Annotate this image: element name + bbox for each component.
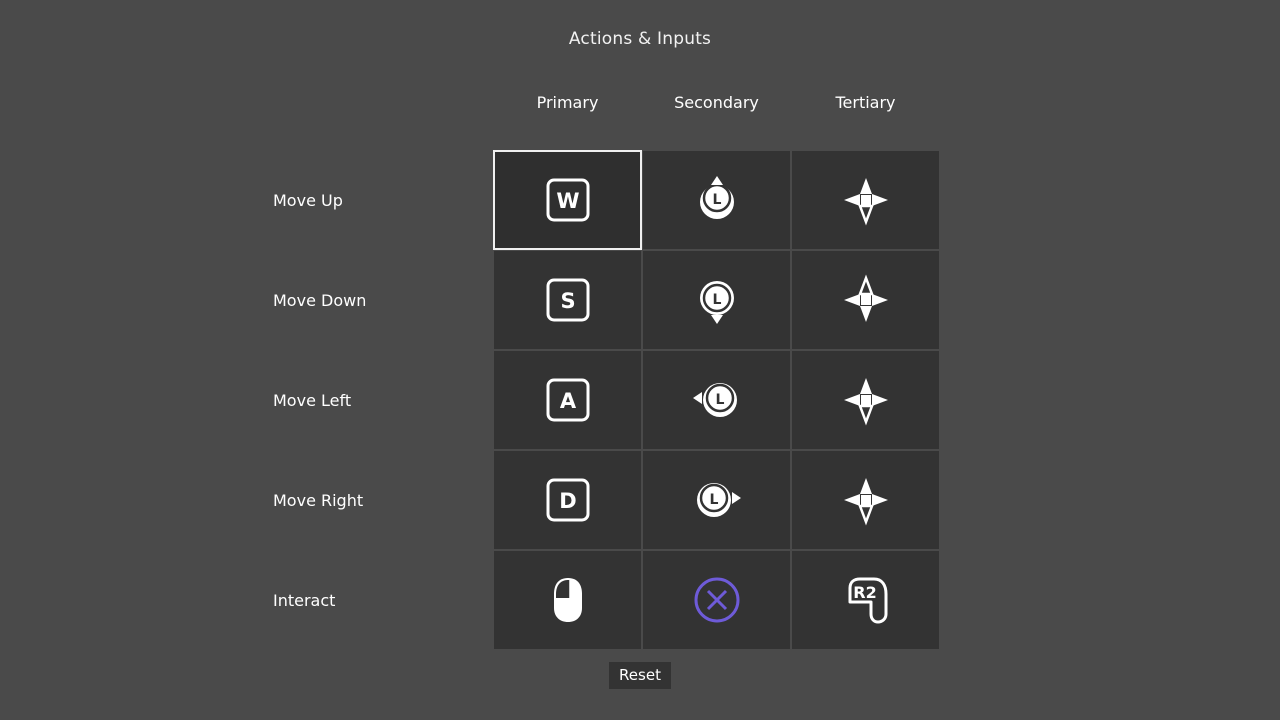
binding-cell-interact-secondary[interactable] — [642, 550, 791, 650]
key-cap-label: W — [555, 189, 580, 213]
binding-row — [273, 350, 940, 450]
keyboard-key-w-icon — [540, 172, 596, 228]
gamepad-dpad-down-icon — [838, 272, 894, 328]
gamepad-dpad-right-icon — [838, 472, 894, 528]
trigger-label: R2 — [852, 583, 877, 602]
gamepad-left-stick-up-icon — [689, 172, 745, 228]
binding-cell-move-left-primary[interactable] — [493, 350, 642, 450]
playstation-cross-button-icon — [689, 572, 745, 628]
binding-row — [273, 450, 940, 550]
column-header-primary: Primary — [536, 93, 599, 112]
gamepad-r2-trigger-icon — [838, 572, 894, 628]
keyboard-key-d-icon — [540, 472, 596, 528]
page-title: Actions & Inputs — [568, 29, 712, 49]
stick-letter-label: L — [715, 392, 724, 408]
key-cap-label: D — [558, 489, 577, 513]
binding-cell-move-up-secondary[interactable] — [642, 150, 791, 250]
bindings-grid — [273, 150, 940, 650]
action-label-move-down: Move Down — [273, 290, 367, 310]
mouse-left-button-icon — [540, 572, 596, 628]
binding-cell-interact-tertiary[interactable] — [791, 550, 940, 650]
stick-letter-label: L — [712, 292, 721, 308]
binding-cell-move-right-secondary[interactable] — [642, 450, 791, 550]
key-cap-label: S — [559, 289, 576, 313]
action-label-move-right: Move Right — [273, 490, 364, 510]
key-cap-label: A — [559, 389, 576, 413]
action-label-move-up: Move Up — [273, 190, 343, 210]
binding-cell-move-left-secondary[interactable] — [642, 350, 791, 450]
reset-button[interactable]: Reset — [609, 662, 671, 689]
binding-cell-interact-primary[interactable] — [493, 550, 642, 650]
action-label-interact: Interact — [273, 590, 336, 610]
gamepad-left-stick-down-icon — [689, 272, 745, 328]
column-header-secondary: Secondary — [674, 93, 759, 112]
column-headers — [493, 93, 940, 117]
binding-cell-move-left-tertiary[interactable] — [791, 350, 940, 450]
binding-cell-move-down-tertiary[interactable] — [791, 250, 940, 350]
footer-actions — [0, 662, 1280, 689]
stick-letter-label: L — [712, 192, 721, 208]
binding-row — [273, 550, 940, 650]
binding-row — [273, 250, 940, 350]
binding-row — [273, 150, 940, 250]
binding-cell-move-down-primary[interactable] — [493, 250, 642, 350]
gamepad-dpad-up-icon — [838, 172, 894, 228]
action-label-move-left: Move Left — [273, 390, 352, 410]
gamepad-left-stick-left-icon — [689, 372, 745, 428]
binding-cell-move-right-primary[interactable] — [493, 450, 642, 550]
keyboard-key-s-icon — [540, 272, 596, 328]
keyboard-key-a-icon — [540, 372, 596, 428]
column-header-tertiary: Tertiary — [835, 93, 896, 112]
gamepad-left-stick-right-icon — [689, 472, 745, 528]
stick-letter-label: L — [709, 492, 718, 508]
gamepad-dpad-left-icon — [838, 372, 894, 428]
binding-cell-move-up-tertiary[interactable] — [791, 150, 940, 250]
binding-cell-move-up-primary[interactable] — [493, 150, 642, 250]
binding-cell-move-down-secondary[interactable] — [642, 250, 791, 350]
binding-cell-move-right-tertiary[interactable] — [791, 450, 940, 550]
